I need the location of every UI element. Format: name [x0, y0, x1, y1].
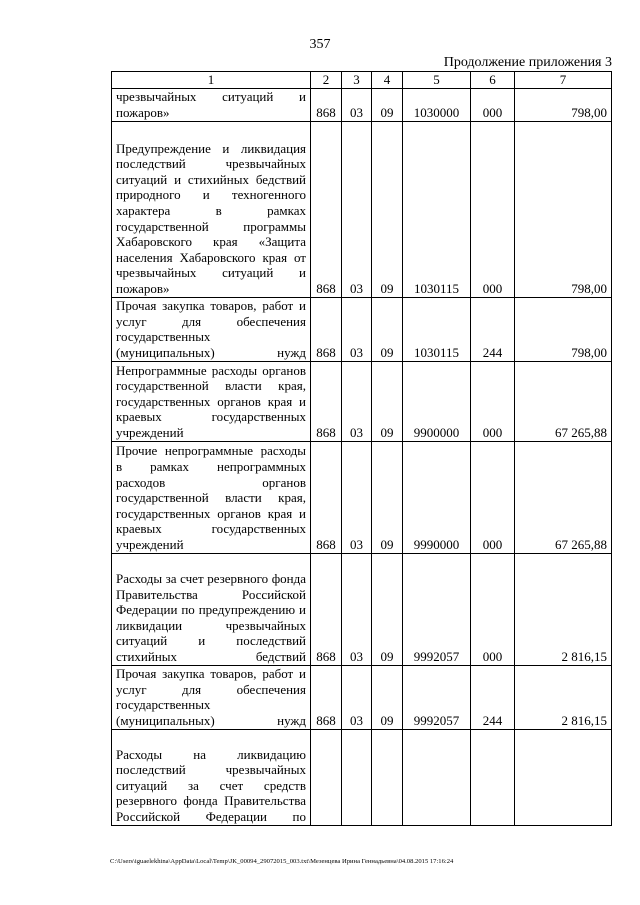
cell-subsection: 09 [372, 441, 403, 553]
table-row [112, 665, 612, 729]
row-description: Расходы за счет резервного фонда Правительства Российской Федерации по предупреждению и ликвидации чрезвычайных ситуаций и последствий стихийных бедствий [112, 553, 311, 665]
cell-target [403, 729, 471, 825]
cell-subsection [372, 729, 403, 825]
cell-ministry: 868 [311, 88, 342, 121]
table-row [112, 729, 612, 825]
cell-subsection: 09 [372, 297, 403, 361]
cell-section: 03 [342, 88, 372, 121]
cell-target: 9900000 [403, 361, 471, 441]
column-header: 5 [403, 72, 471, 89]
cell-expense-type [471, 729, 515, 825]
column-header: 7 [515, 72, 612, 89]
budget-table [111, 71, 612, 826]
cell-section: 03 [342, 665, 372, 729]
header-row [112, 72, 612, 89]
cell-expense-type: 244 [471, 297, 515, 361]
cell-section: 03 [342, 553, 372, 665]
cell-subsection: 09 [372, 665, 403, 729]
cell-amount: 2 816,15 [515, 665, 612, 729]
column-header: 2 [311, 72, 342, 89]
cell-section [342, 729, 372, 825]
table-row [112, 297, 612, 361]
column-header: 4 [372, 72, 403, 89]
cell-expense-type: 000 [471, 88, 515, 121]
cell-section: 03 [342, 297, 372, 361]
cell-target: 9992057 [403, 553, 471, 665]
row-description: Прочие непрограммные расходы в рамках непрограммных расходов органов государственной власти края, государственных органов края и краевых государственных учреждений [112, 441, 311, 553]
table-row [112, 88, 612, 121]
row-description: Непрограммные расходы органов государственной власти края, государственных органов края и краевых государственных учреждений [112, 361, 311, 441]
cell-subsection: 09 [372, 88, 403, 121]
cell-section: 03 [342, 361, 372, 441]
table-row [112, 361, 612, 441]
cell-amount: 798,00 [515, 297, 612, 361]
cell-subsection: 09 [372, 553, 403, 665]
cell-amount: 798,00 [515, 88, 612, 121]
cell-ministry: 868 [311, 121, 342, 297]
cell-amount: 67 265,88 [515, 361, 612, 441]
cell-target: 9990000 [403, 441, 471, 553]
row-description: Прочая закупка товаров, работ и услуг для обеспечения государственных (муниципальных) нужд [112, 297, 311, 361]
cell-section: 03 [342, 441, 372, 553]
row-description: чрезвычайных ситуаций и пожаров» [112, 88, 311, 121]
cell-amount: 67 265,88 [515, 441, 612, 553]
cell-target: 1030000 [403, 88, 471, 121]
row-description: Прочая закупка товаров, работ и услуг для обеспечения государственных (муниципальных) нужд [112, 665, 311, 729]
table-row [112, 121, 612, 297]
continuation-label: Продолжение приложения 3 [443, 55, 612, 70]
table-row [112, 441, 612, 553]
cell-expense-type: 000 [471, 121, 515, 297]
footer-file-path: C:\Users\iguaelekhina\AppData\Local\Temp\JK_00094_29072015_003.txt\Мезенцева Ирина Геннадьевна\04.08.2015 17:16:24 [110, 858, 454, 865]
cell-expense-type: 244 [471, 665, 515, 729]
row-description: Расходы на ликвидацию последствий чрезвычайных ситуаций за счет средств резервного фонда Правительства Российской Федерации по [112, 729, 311, 825]
row-description: Предупреждение и ликвидация последствий чрезвычайных ситуаций и стихийных бедствий природного и техногенного характера в рамках государственной программы Хабаровского края «Защита населения Хабаровского края от чрезвычайных ситуаций и пожаров» [112, 121, 311, 297]
cell-ministry [311, 729, 342, 825]
cell-section: 03 [342, 121, 372, 297]
cell-subsection: 09 [372, 121, 403, 297]
cell-amount: 2 816,15 [515, 553, 612, 665]
cell-target: 9992057 [403, 665, 471, 729]
cell-amount [515, 729, 612, 825]
cell-ministry: 868 [311, 665, 342, 729]
cell-ministry: 868 [311, 553, 342, 665]
page-number: 357 [309, 37, 331, 52]
cell-subsection: 09 [372, 361, 403, 441]
column-header: 3 [342, 72, 372, 89]
column-header: 6 [471, 72, 515, 89]
cell-expense-type: 000 [471, 553, 515, 665]
cell-ministry: 868 [311, 361, 342, 441]
cell-expense-type: 000 [471, 361, 515, 441]
table-row [112, 553, 612, 665]
cell-target: 1030115 [403, 121, 471, 297]
cell-ministry: 868 [311, 297, 342, 361]
cell-expense-type: 000 [471, 441, 515, 553]
cell-target: 1030115 [403, 297, 471, 361]
cell-ministry: 868 [311, 441, 342, 553]
cell-amount: 798,00 [515, 121, 612, 297]
column-header: 1 [112, 72, 311, 89]
